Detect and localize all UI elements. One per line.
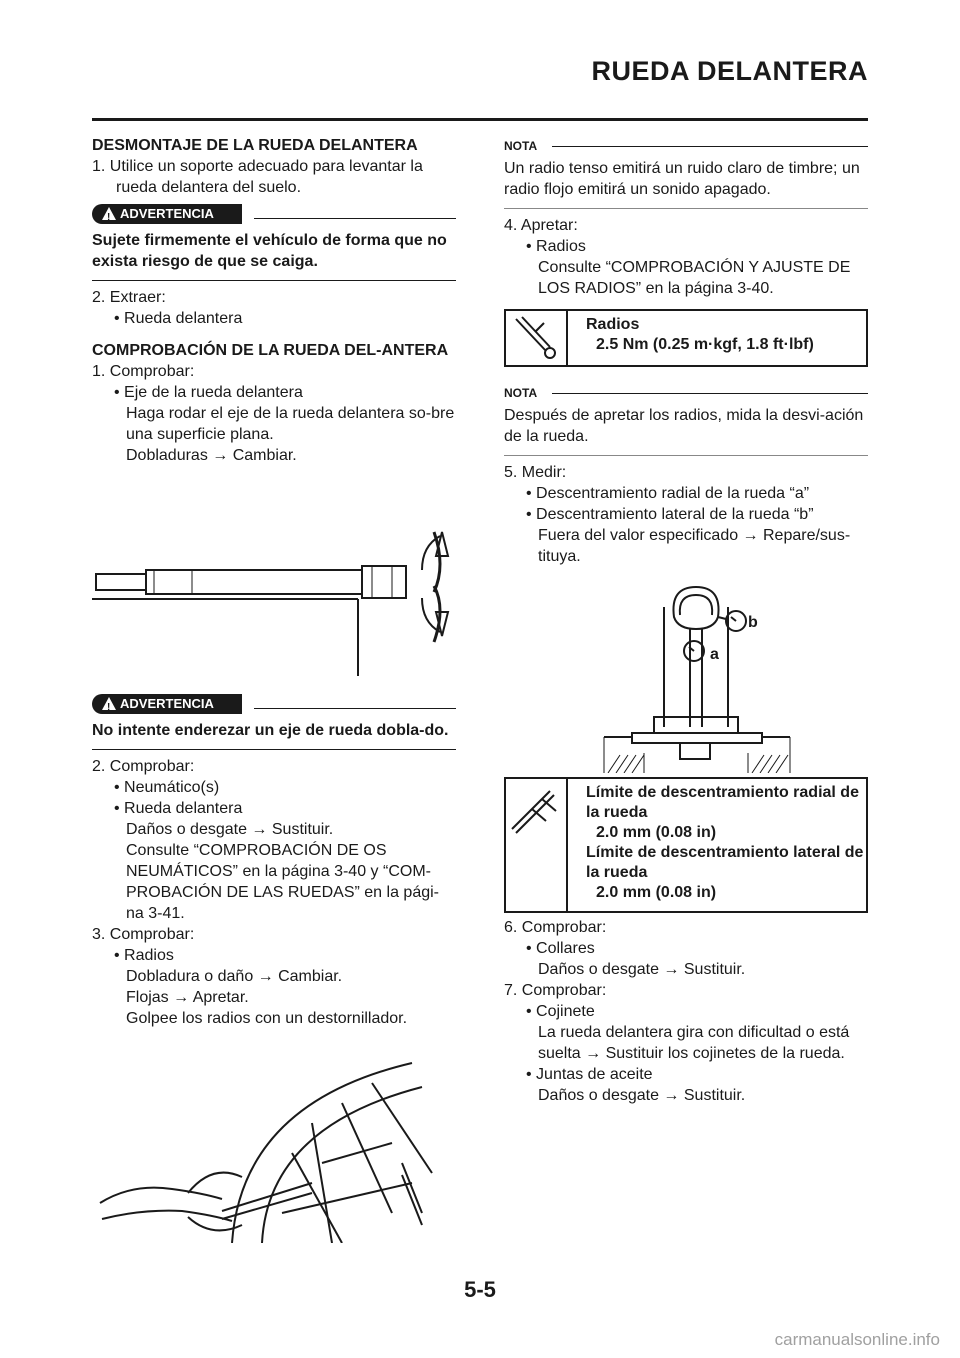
runout-spec-body [586,779,866,909]
axle-figure [92,466,456,688]
warning-label-2: ADVERTENCIA [120,696,214,711]
warning-icon [102,207,116,220]
warning-badge [92,204,242,224]
torque-spec-body [586,311,866,361]
note-text-2: Después de apretar los radios, mida la desvi-ación de la rueda. [504,407,864,445]
check-step-1-text-2: Dobladuras → Cambiar. [126,447,297,464]
note-rule [504,208,868,209]
check-step-3-text-3: Golpee los radios con un destornillador. [126,1010,408,1027]
step-5-bullet-1: • Descentramiento radial de la rueda “a” [526,485,810,502]
check-step-1-text-1: Haga rodar el eje de la rueda delantera so-bre una superficie plana. [126,405,455,443]
step-6: 6. Comprobar: [504,919,607,936]
page-header-title: RUEDA DELANTERA [591,56,868,86]
label-a: a [710,646,719,663]
note-line-2 [552,393,868,394]
step-5-bullet-2: • Descentramiento lateral de la rueda “b” [526,506,814,523]
warning-line [254,218,456,219]
warning-icon [102,697,116,710]
warning-rule [92,280,456,281]
removal-step-2-bullet: • Rueda delantera [114,310,243,327]
step-5: 5. Medir: [504,464,567,481]
check-step-3-bullet: • Radios [114,947,174,964]
check-step-1-bullet: • Eje de la rueda delantera [114,384,303,401]
check-step-3-text-1: Dobladura o daño → Cambiar. [126,968,343,985]
lateral-limit-value: 2.0 mm (0.08 in) [596,884,717,901]
note-label: NOTA [504,139,538,153]
section-title-removal: DESMONTAJE DE LA RUEDA DELANTERA [92,137,418,154]
step-7-bullet-1: • Cojinete [526,1003,595,1020]
runout-spec-box [504,777,868,913]
label-b: b [748,614,758,631]
header-rule [92,118,868,121]
right-column [504,136,868,1106]
warning-badge-2 [92,694,242,714]
removal-step-1: 1. Utilice un soporte adecuado para levantar la rueda delantera del suelo. [92,158,423,196]
page-number: 5-5 [464,1277,496,1302]
step-7-bullet-2: • Juntas de aceite [526,1066,653,1083]
check-step-3-text-2: Flojas → Apretar. [126,989,249,1006]
warning-text-2: No intente enderezar un eje de rueda dobla-do. [92,722,449,739]
check-step-2: 2. Comprobar: [92,758,195,775]
step-5-text: Fuera del valor especificado → Repare/sus-tituya. [538,527,851,565]
warning-rule-2 [92,749,456,750]
note-header-2 [504,383,868,401]
step-7: 7. Comprobar: [504,982,607,999]
note-header [504,136,868,154]
runout-figure [504,577,868,773]
runout-measurement-illustration [504,577,868,773]
step-4-text: Consulte “COMPROBACIÓN Y AJUSTE DE LOS RADIOS” en la página 3-40. [538,259,851,297]
warning-text-1: Sujete firmemente el vehículo de forma que no exista riesgo de que se caiga. [92,232,447,270]
check-step-3: 3. Comprobar: [92,926,195,943]
axle-illustration [92,466,456,688]
warning-label: ADVERTENCIA [120,206,214,221]
step-4-bullet: • Radios [526,238,586,255]
caliper-icon [506,779,568,911]
step-4: 4. Apretar: [504,217,578,234]
step-6-bullet: • Collares [526,940,595,957]
check-step-2-text-2: Consulte “COMPROBACIÓN DE OS NEUMÁTICOS” en la página 3-40 y “COM-PROBACIÓN DE LAS RUEDAS” en la pági-na 3-41. [126,842,439,922]
warning-header [92,204,456,226]
watermark: carmanualsonline.info [774,1330,940,1349]
torque-wrench-icon [506,311,568,365]
torque-spec-value: 2.5 Nm (0.25 m·kgf, 1.8 ft·lbf) [596,336,814,353]
radial-limit-value: 2.0 mm (0.08 in) [596,824,717,841]
removal-step-2: 2. Extraer: [92,289,166,306]
lateral-limit-name: Límite de descentramiento lateral de la rueda [586,844,864,881]
check-step-2-bullet-1: • Neumático(s) [114,779,220,796]
check-step-2-text-1: Daños o desgate → Sustituir. [126,821,334,838]
note-text-1: Un radio tenso emitirá un ruido claro de timbre; un radio flojo emitirá un sonido apagado. [504,160,860,198]
note-label-2: NOTA [504,386,538,400]
spoke-check-illustration [92,1043,456,1243]
note-line [552,146,868,147]
torque-spec-name: Radios [586,316,640,333]
spoke-figure [92,1043,456,1243]
step-6-text: Daños o desgate → Sustituir. [538,961,746,978]
check-step-2-bullet-2: • Rueda delantera [114,800,243,817]
radial-limit-name: Límite de descentramiento radial de la rueda [586,784,859,821]
check-step-1: 1. Comprobar: [92,363,195,380]
note-rule-2 [504,455,868,456]
warning-header-2 [92,694,456,716]
section-title-check: COMPROBACIÓN DE LA RUEDA DEL-ANTERA [92,342,449,359]
warning-line-2 [254,708,456,709]
torque-spec-box [504,309,868,367]
step-7-text-1: La rueda delantera gira con dificultad o está suelta → Sustituir los cojinetes de la rueda. [538,1024,850,1062]
step-7-text-2: Daños o desgate → Sustituir. [538,1087,746,1104]
left-column [92,136,456,1243]
